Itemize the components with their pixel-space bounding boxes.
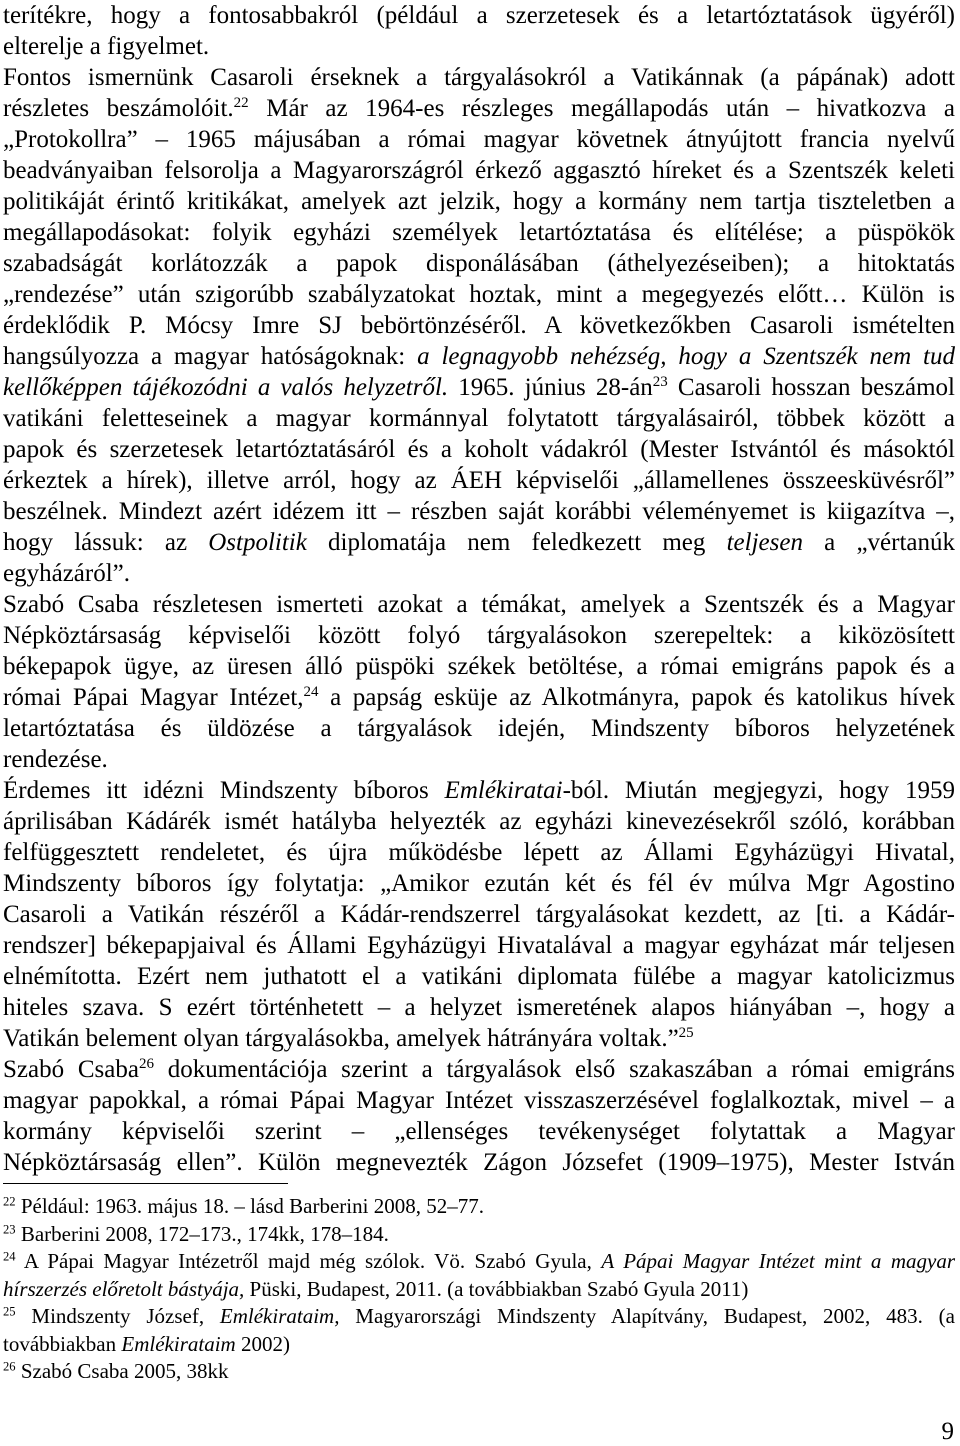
footnote-separator [3, 1183, 288, 1184]
text-line [3, 496, 955, 527]
text-line [3, 341, 955, 372]
text-line [3, 868, 955, 899]
footnote-line [3, 1276, 955, 1304]
text-run: megállapodásokat: folyik egyházi személyek letartóztatása és elítélése; a püspökök [3, 219, 955, 246]
text-run: rendszer] békepapjaival és Állami Egyházügyi Hivatalával a magyar egyházat már teljesen [3, 932, 955, 959]
text-run: A Pápai Magyar Intézetről majd még szólok. Vö. Szabó Gyula, [15, 1249, 602, 1273]
text-run: továbbiakban [3, 1331, 122, 1356]
text-run: elterelje a figyelmet. [3, 33, 210, 60]
text-run: Népköztársaság ellen”. Külön megnevezték Zágon Józsefet (1909–1975), Mester István [3, 1149, 955, 1176]
text-run: Szabó Csaba 2005, 38kk [15, 1359, 229, 1383]
text-line [3, 620, 955, 651]
text-run: Püski, Budapest, 2011. (a továbbiakban Szabó Gyula 2011) [244, 1276, 749, 1301]
text-run: hogy lássuk: az [3, 529, 209, 556]
text-line [3, 62, 955, 93]
text-line [3, 961, 955, 992]
text-line [3, 1116, 955, 1147]
page-number: 9 [941, 1418, 954, 1445]
text-run: felfüggesztett rendeletet, és újra működésbe lépett az Állami Egyházügyi Hivatal, [3, 839, 955, 866]
body-text [3, 0, 955, 1178]
paragraph [3, 775, 955, 1054]
text-run: kormány képviselői szerint – „ellenséges tevékenységet folytattak a Magyar [3, 1118, 955, 1145]
text-run: 2002) [235, 1331, 290, 1356]
text-line [3, 1147, 955, 1178]
text-line [3, 372, 955, 403]
text-run: Szabó Csaba [3, 1056, 139, 1083]
text-line [3, 930, 955, 961]
text-run: papok és szerzetesek letartóztatásáról és a koholt vádakról (Mester Istvántól és másoktól [3, 436, 955, 463]
paragraph [3, 62, 955, 589]
text-line [3, 124, 955, 155]
text-line [3, 465, 955, 496]
text-line [3, 186, 955, 217]
text-run: Barberini 2008, 172–173., 174kk, 178–184. [15, 1221, 389, 1246]
italic-text: Emlékiratai [444, 777, 563, 804]
text-line [3, 682, 955, 713]
text-line [3, 1023, 955, 1054]
footnote-ref: 23 [3, 1221, 16, 1236]
italic-text: Emlékirataim [121, 1331, 236, 1356]
text-line [3, 434, 955, 465]
text-run: Mindszenty bíboros így folytatja: „Amikor ezután két és fél év múlva Mgr Agostino [3, 870, 955, 897]
footnote [3, 1221, 955, 1249]
text-run: beszélnek. Mindezt azért idézem itt – részben saját korábbi véleményemet is kiigazítva –, [3, 498, 955, 525]
italic-text: kellőképpen tájékozódni a valós helyzetről. [3, 374, 449, 401]
text-line [3, 310, 955, 341]
text-run: Népköztársaság képviselői között folyó tárgyalásokon szerepeltek: a kiközösített [3, 622, 955, 649]
italic-text: Ostpolitik [208, 529, 307, 556]
text-run: Vatikán belement olyan tárgyalásokba, amelyek hátrányára voltak.” [3, 1025, 679, 1052]
text-run: római Pápai Magyar Intézet, [3, 684, 304, 711]
italic-text: a legnagyobb nehézség, hogy a Szentszék nem tud [417, 343, 955, 370]
text-line [3, 93, 955, 124]
text-line [3, 713, 955, 744]
footnote-ref: 25 [678, 1025, 694, 1041]
text-line [3, 1085, 955, 1116]
footnote-line [3, 1193, 955, 1221]
text-line [3, 589, 955, 620]
text-line [3, 558, 955, 589]
footnote-ref: 22 [3, 1194, 16, 1209]
italic-text: teljesen [726, 529, 803, 556]
text-line [3, 775, 955, 806]
text-line [3, 403, 955, 434]
text-run: „rendezése” után szigorúbb szabályzatokat hoztak, mint a megegyezés előtt… Külön is [3, 281, 955, 308]
text-line [3, 899, 955, 930]
text-run: szabadságát korlátozzák a papok disponálásában (áthelyezéseiben); a hitoktatás [3, 250, 955, 277]
text-line [3, 992, 955, 1023]
footnote [3, 1193, 955, 1221]
footnote-line [3, 1358, 955, 1386]
text-run: rendezése. [3, 746, 108, 773]
text-run: diplomatája nem feledkezett meg [306, 529, 727, 556]
footnotes [3, 1193, 955, 1386]
text-run: egyházáról”. [3, 560, 131, 587]
paragraph [3, 0, 955, 62]
text-run: Már az 1964-es részleges megállapodás után – hivatkozva a [248, 95, 955, 122]
text-run: terítékre, hogy a fontosabbakról (például a szerzetesek és a letartóztatások ügyéről) [3, 2, 955, 29]
text-run: politikáját érintő kritikákat, amelyek azt jelzik, hogy a kormány nem tartja tiszteletben a [3, 188, 955, 215]
footnote-ref: 23 [652, 374, 668, 390]
footnote-line [3, 1248, 955, 1276]
text-run: letartóztatása és üldözése a tárgyalások idején, Mindszenty bíboros helyzetének [3, 715, 955, 742]
text-run: érkeztek a hírek), illetve arról, hogy az ÁEH képviselői „államellenes összeesküvésről” [3, 467, 955, 494]
text-run: Casaroli a Vatikán részéről a Kádár-rendszerrel tárgyalásokat kezdett, az [ti. a Kádár- [3, 901, 955, 928]
text-run: áprilisában Kádárék ismét hatályba helyezték az egyházi kinevezésekről szóló, korábban [3, 808, 955, 835]
text-line [3, 744, 955, 775]
text-run: Érdemes itt idézni Mindszenty bíboros [3, 777, 445, 804]
text-line [3, 155, 955, 186]
text-run: dokumentációja szerint a tárgyalások első szakaszában a római emigráns [153, 1056, 955, 1083]
footnote-line [3, 1331, 955, 1359]
text-line [3, 806, 955, 837]
text-run: Mindszenty József, [15, 1304, 220, 1328]
footnote-ref: 24 [303, 684, 319, 700]
text-run: magyar papokkal, a római Pápai Magyar Intézet visszaszerzésével foglalkoztak, mivel – a [3, 1087, 955, 1114]
text-run: békepapok ügye, az üresen álló püspöki székek betöltése, a római emigráns papok és a [3, 653, 955, 680]
paragraph [3, 1054, 955, 1178]
text-line [3, 0, 955, 31]
footnote-ref: 24 [3, 1249, 16, 1264]
footnote-ref: 26 [138, 1056, 154, 1072]
text-run: beadványaiban felsorolja a Magyarországról érkező aggasztó híreket és a Szentszék keleti [3, 157, 955, 184]
text-line [3, 279, 955, 310]
text-run: Szabó Csaba részletesen ismerteti azokat a témákat, amelyek a Szentszék és a Magyar [3, 591, 955, 618]
text-run: vatikáni feletteseinek a magyar kormánnyal folytatott tárgyalásairól, többek között a [3, 405, 955, 432]
text-run: Magyarországi Mindszenty Alapítvány, Budapest, 2002, 483. (a [339, 1304, 955, 1328]
text-line [3, 248, 955, 279]
italic-text: hírszerzés előretolt bástyája, [3, 1276, 245, 1301]
italic-text: Emlékirataim, [219, 1304, 340, 1328]
text-run: hangsúlyozza a magyar hatóságoknak: [3, 343, 418, 370]
text-run: 1965. június 28-án [448, 374, 653, 401]
text-run: -ból. Miután megjegyzi, hogy 1959 [562, 777, 955, 804]
text-line [3, 527, 955, 558]
text-run: Például: 1963. május 18. – lásd Barberini 2008, 52–77. [15, 1194, 484, 1218]
text-run: Casaroli hosszan beszámol [667, 374, 955, 401]
text-line [3, 1054, 955, 1085]
text-line [3, 651, 955, 682]
footnote [3, 1248, 955, 1303]
footnote-ref: 25 [3, 1304, 16, 1319]
paragraph [3, 589, 955, 775]
italic-text: A Pápai Magyar Intézet mint a magyar [601, 1249, 955, 1273]
text-line [3, 837, 955, 868]
footnote-ref: 22 [233, 95, 249, 111]
text-run: „Protokollra” – 1965 májusában a római magyar követnek átnyújtott francia nyelvű [3, 126, 955, 153]
text-run: Fontos ismernünk Casaroli érseknek a tárgyalásokról a Vatikánnak (a pápának) adott [3, 64, 955, 91]
footnote [3, 1303, 955, 1358]
text-run: részletes beszámolóit. [3, 95, 234, 122]
text-run: a „vértanúk [802, 529, 956, 556]
text-line [3, 217, 955, 248]
text-run: a papság esküje az Alkotmányra, papok és katolikus hívek [318, 684, 956, 711]
text-line [3, 31, 955, 62]
footnote-line [3, 1221, 955, 1249]
footnote [3, 1358, 955, 1386]
text-run: elnémította. Ezért nem juthatott el a vatikáni diplomata fülébe a magyar katolicizmus [3, 963, 955, 990]
text-run: hiteles szava. S ezért történhetett – a helyzet ismeretének alapos hiányában –, hogy a [3, 994, 955, 1021]
footnote-line [3, 1303, 955, 1331]
footnote-ref: 26 [3, 1359, 16, 1374]
text-run: érdeklődik P. Mócsy Imre SJ bebörtönzéséről. A következőkben Casaroli ismételten [3, 312, 955, 339]
